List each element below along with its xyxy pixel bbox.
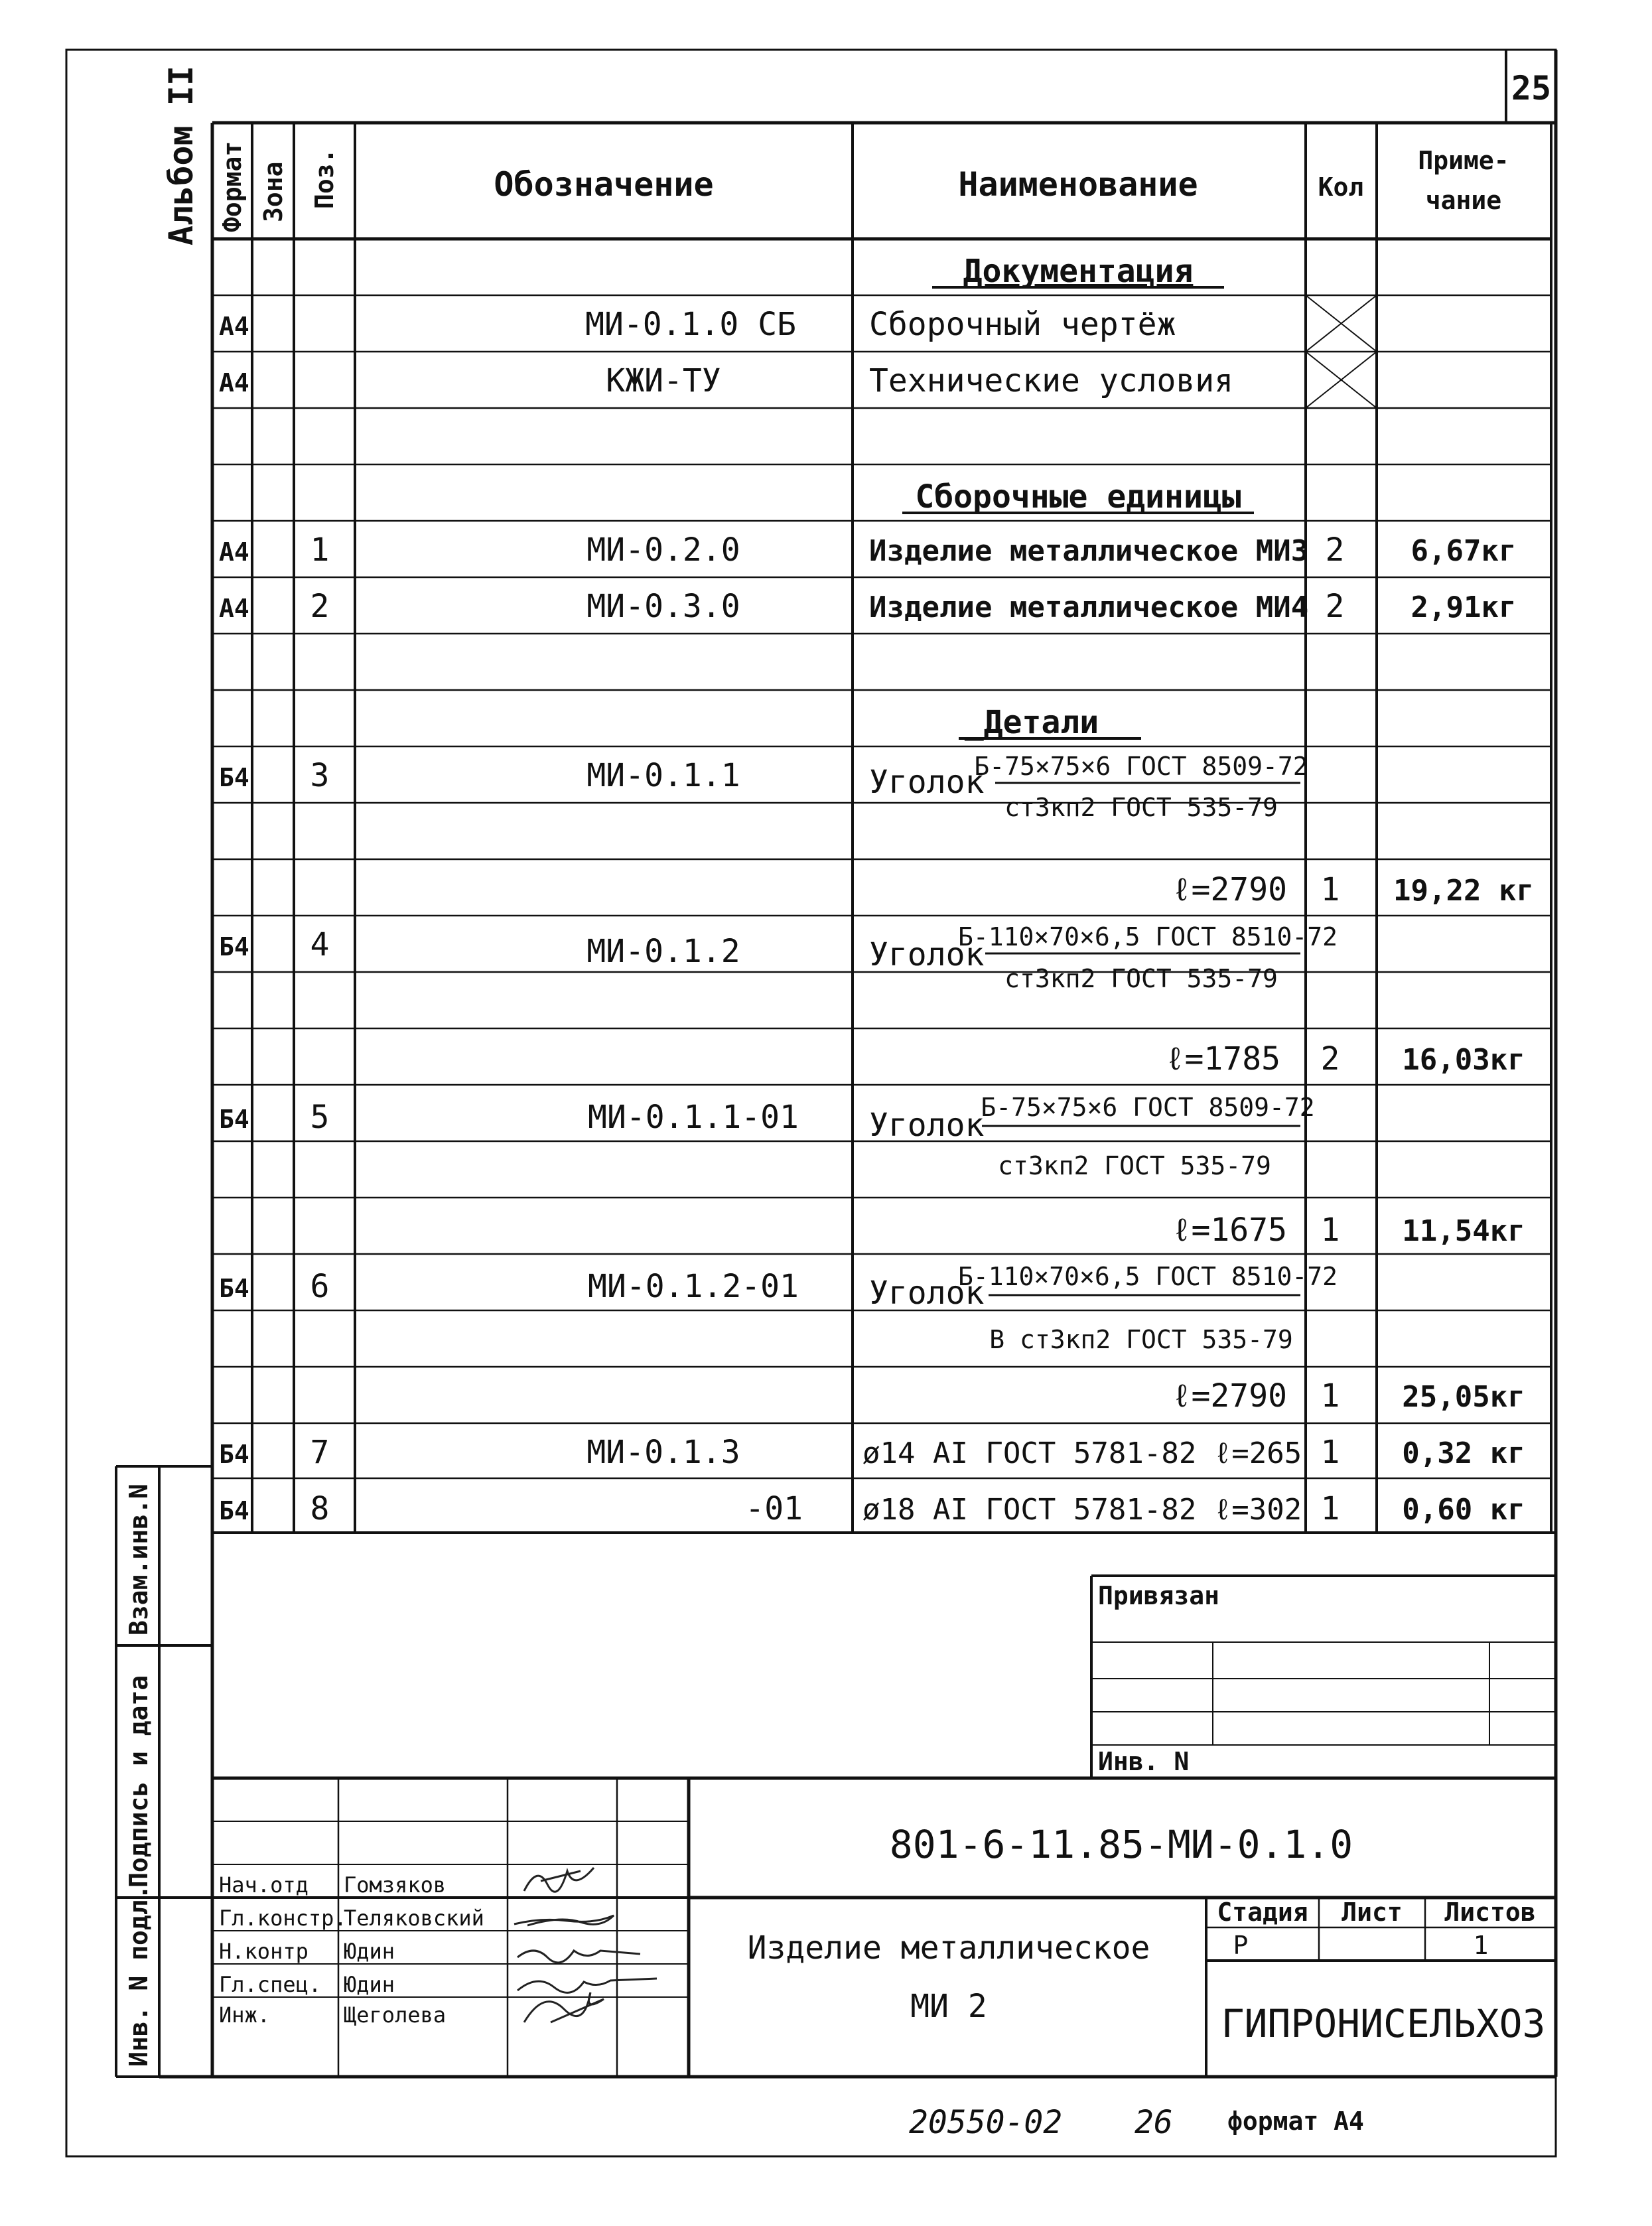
cell-name: ø18 AI ГОСТ 5781-82 ℓ=302: [862, 1493, 1302, 1527]
cell-qty: 1: [1320, 1490, 1340, 1527]
cell-designation: МИ-0.3.0: [586, 588, 740, 625]
cell-format: Б4: [219, 1274, 249, 1303]
cell-name: ø14 AI ГОСТ 5781-82 ℓ=265: [862, 1436, 1302, 1470]
table-row: [219, 306, 1176, 343]
table-row: [1172, 1377, 1525, 1415]
cell-designation: МИ-0.1.2: [586, 933, 740, 970]
cell-fraction-num: Б-75×75×6 ГОСТ 8509-72: [981, 1093, 1315, 1122]
person-name: Гомзяков: [344, 1872, 447, 1898]
footer-handwritten-number: 20550-02: [909, 2104, 1063, 2141]
role-label: Н.контр: [219, 1939, 309, 1964]
table-row: [219, 588, 1516, 625]
cell-length: ℓ=2790: [1172, 871, 1287, 908]
person-name: Юдин: [344, 1939, 395, 1964]
cell-fraction-den: В ст3кп2 ГОСТ 535-79: [989, 1325, 1293, 1354]
cell-qty: 2: [1325, 588, 1345, 625]
cell-format: Б4: [219, 932, 249, 961]
sheet-number: 25: [1511, 69, 1552, 107]
product-name-2: МИ 2: [910, 1988, 987, 2025]
table-row: [1172, 1212, 1525, 1249]
cell-length: ℓ=1675: [1172, 1212, 1287, 1249]
section-documentation: Документация: [963, 253, 1194, 290]
organization-name: ГИПРОНИСЕЛЬХОЗ: [1221, 2001, 1546, 2046]
table-row: [219, 922, 1338, 993]
cell-fraction-num: Б-110×70×6,5 ГОСТ 8510-72: [958, 1262, 1338, 1291]
cell-pos: 5: [310, 1099, 330, 1136]
cell-designation: МИ-0.1.3: [586, 1434, 740, 1471]
cell-prefix: Уголок: [869, 1275, 985, 1312]
cell-qty: 1: [1320, 1377, 1340, 1415]
cell-note: 16,03кг: [1402, 1043, 1525, 1077]
cell-pos: 8: [310, 1490, 330, 1527]
cell-note: 0,32 кг: [1402, 1436, 1525, 1470]
cell-prefix: Уголок: [869, 764, 985, 801]
col-oboznachenie: Обозначение: [494, 165, 714, 204]
table-row: [219, 1490, 1525, 1527]
cell-designation: МИ-0.1.0 СБ: [585, 306, 796, 343]
cell-qty: 2: [1320, 1040, 1340, 1078]
col-kol: Кол: [1318, 173, 1364, 202]
cell-note: 6,67кг: [1411, 534, 1517, 568]
person-name: Юдин: [344, 1972, 395, 1997]
stamp-vzam-inv: Взам.инв.N: [124, 1484, 153, 1635]
section-assembly-units: Сборочные единицы: [915, 478, 1241, 516]
col-zona: Зона: [259, 161, 288, 222]
cell-format: А4: [219, 368, 249, 397]
cell-name: Изделие металлическое МИ3: [869, 534, 1309, 568]
sheets-total: 1: [1473, 1931, 1489, 1960]
cell-pos: 4: [310, 926, 330, 963]
col-primechanie-2: чание: [1425, 186, 1502, 215]
cell-format: Б4: [219, 1105, 249, 1134]
role-label: Нач.отд: [219, 1872, 309, 1898]
cell-designation: КЖИ-ТУ: [606, 362, 721, 399]
binding-privyazan: Привязан: [1098, 1581, 1220, 1610]
cell-name: Технические условия: [869, 362, 1234, 399]
cell-format: А4: [219, 312, 249, 341]
signatures: [514, 1868, 657, 2022]
cell-qty: 1: [1320, 871, 1340, 908]
cell-fraction-den: ст3кп2 ГОСТ 535-79: [998, 1151, 1271, 1180]
cell-note: 11,54кг: [1402, 1214, 1525, 1248]
stage-label: Стадия: [1217, 1898, 1308, 1927]
cell-format: А4: [219, 537, 249, 567]
cell-pos: 6: [310, 1268, 330, 1305]
footer-format-label: формат А4: [1227, 2107, 1364, 2136]
person-name: Теляковский: [344, 1906, 484, 1931]
cell-note: 19,22 кг: [1393, 874, 1534, 908]
sheets-label: Листов: [1444, 1898, 1536, 1927]
cell-name: Изделие металлическое МИ4: [869, 591, 1309, 624]
cell-designation: МИ-0.1.1: [586, 757, 740, 794]
cell-format: А4: [219, 594, 249, 623]
table-row: [219, 362, 1233, 399]
cell-pos: 3: [310, 757, 330, 794]
cell-note: 0,60 кг: [1402, 1493, 1525, 1527]
col-poz: Поз.: [310, 148, 339, 209]
cell-fraction-den: ст3кп2 ГОСТ 535-79: [1004, 793, 1278, 822]
cell-qty: 2: [1325, 531, 1345, 569]
col-primechanie-1: Приме-: [1418, 146, 1509, 175]
cell-designation: -01: [745, 1490, 803, 1527]
role-label: Инж.: [219, 2002, 271, 2028]
section-details: _Детали: [964, 704, 1099, 741]
table-row: [219, 752, 1308, 822]
table-row: [1172, 871, 1534, 908]
cell-format: Б4: [219, 1440, 249, 1469]
table-row: [219, 1093, 1315, 1180]
cell-designation: МИ-0.1.1-01: [588, 1099, 799, 1136]
cell-qty: 1: [1320, 1434, 1340, 1471]
cell-pos: 2: [310, 588, 330, 625]
cell-fraction-num: Б-110×70×6,5 ГОСТ 8510-72: [958, 922, 1338, 951]
stage-value: Р: [1233, 1931, 1249, 1960]
cell-note: 2,91кг: [1411, 591, 1517, 624]
footer-page-number: 26: [1135, 2104, 1173, 2141]
cell-format: Б4: [219, 1496, 249, 1525]
album-label: Альбом II: [162, 66, 200, 245]
role-label: Гл.констр.: [219, 1906, 347, 1931]
role-label: Гл.спец.: [219, 1972, 322, 1997]
cell-name: Сборочный чертёж: [869, 306, 1176, 343]
person-name: Щеголева: [344, 2002, 447, 2028]
col-format: Формат: [218, 141, 247, 232]
cell-prefix: Уголок: [869, 1107, 985, 1144]
cell-prefix: Уголок: [869, 936, 985, 973]
table-row: [219, 531, 1516, 569]
cell-pos: 1: [310, 531, 330, 569]
binding-inv-no: Инв. N: [1098, 1747, 1190, 1776]
stamp-inv-podl: Инв. N подл.: [124, 1884, 153, 2067]
table-row: [219, 1262, 1338, 1354]
product-name-1: Изделие металлическое: [747, 1929, 1150, 1967]
cell-fraction-num: Б-75×75×6 ГОСТ 8509-72: [974, 752, 1308, 781]
cell-designation: МИ-0.2.0: [586, 531, 740, 569]
cell-length: ℓ=2790: [1172, 1377, 1287, 1415]
cell-designation: МИ-0.1.2-01: [588, 1268, 799, 1305]
cell-qty: 1: [1320, 1212, 1340, 1249]
cell-pos: 7: [310, 1434, 330, 1471]
stamp-podpis-data: Подпись и дата: [124, 1675, 153, 1888]
cell-fraction-den: ст3кп2 ГОСТ 535-79: [1004, 964, 1278, 993]
col-naimenovanie: Наименование: [958, 165, 1198, 204]
cell-note: 25,05кг: [1402, 1380, 1525, 1414]
cell-length: ℓ=1785: [1165, 1040, 1280, 1078]
document-code: 801-6-11.85-МИ-0.1.0: [889, 1822, 1353, 1867]
cell-format: Б4: [219, 763, 249, 792]
sheet-label: Лист: [1342, 1898, 1403, 1927]
table-row: [1166, 1040, 1525, 1078]
table-row: [219, 1434, 1525, 1471]
